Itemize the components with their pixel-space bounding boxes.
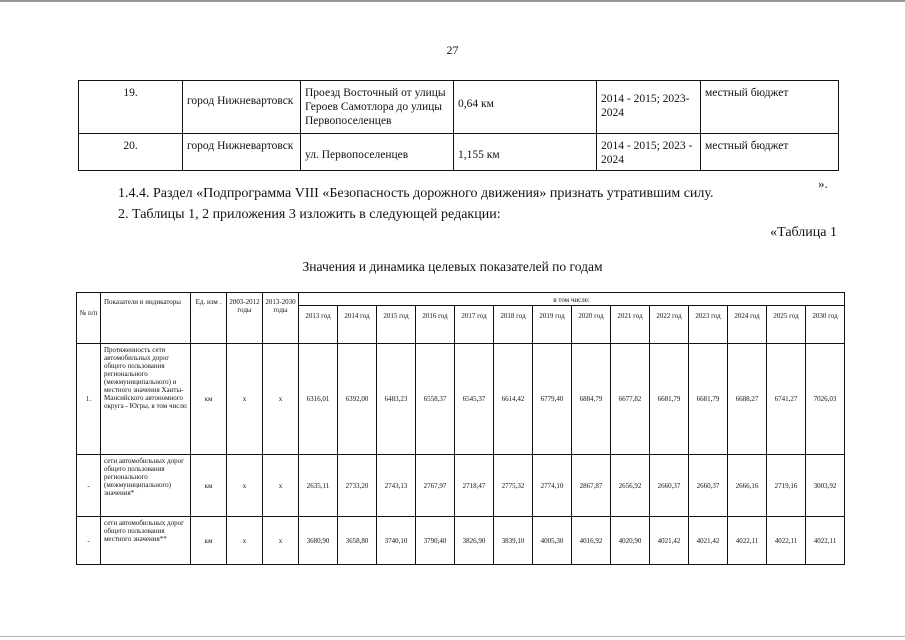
road-street: Проезд Восточный от улицы Героев Самотлора до улицы Первопоселенцев [301,81,454,134]
row-value: 2660,37 [650,455,689,517]
row-value: 6688,27 [728,344,767,455]
page-number: 27 [446,43,459,57]
header-year: 2016 год [416,306,455,344]
row-period-2013-2030: x [263,517,299,565]
row-value: 6681,79 [689,344,728,455]
row-value: 3658,80 [338,517,377,565]
road-years: 2014 - 2015; 2023-2024 [597,81,701,134]
row-value: 6677,82 [611,344,650,455]
row-value: 3003,92 [806,455,845,517]
paragraph-2: 2. Таблицы 1, 2 приложения 3 изложить в следующей редакции: [118,207,501,222]
header-name: Показатели и индикаторы [101,293,191,344]
closing-quote: ». [818,176,828,191]
row-value: 6392,00 [338,344,377,455]
row-value: 2635,11 [299,455,338,517]
row-value: 6558,37 [416,344,455,455]
row-value: 3680,90 [299,517,338,565]
row-value: 4021,42 [689,517,728,565]
row-name: сети автомобильных дорог общего пользования местного значения** [101,517,191,565]
table-title: Значения и динамика целевых показателей по годам [302,259,603,274]
row-value: 4020,90 [611,517,650,565]
row-value: 3839,10 [494,517,533,565]
header-unit: Ед. изм . [191,293,227,344]
row-value: 4016,92 [572,517,611,565]
row-name: Протяженность сети автомобильных дорог общего пользования регионального (межмуниципального) и местного значения Ханты-Мансийского автономного округа - Югры, в том числе: [101,344,191,455]
header-year: 2023 год [689,306,728,344]
table-row [79,134,839,171]
row-value: 6545,37 [455,344,494,455]
road-street: ул. Первопоселенцев [301,134,454,171]
row-value: 6779,40 [533,344,572,455]
header-year: 2017 год [455,306,494,344]
road-years: 2014 - 2015; 2023 - 2024 [597,134,701,171]
row-value: 4022,11 [728,517,767,565]
row-value: 2660,37 [689,455,728,517]
road-num: 20. [79,134,183,171]
road-table [78,80,839,171]
header-year: 2030 год [806,306,845,344]
header-row [77,293,845,306]
row-value: 3740,10 [377,517,416,565]
header-year: 2025 год [767,306,806,344]
header-period-2003-2012: 2003-2012 годы [227,293,263,344]
row-value: 3790,40 [416,517,455,565]
header-year: 2024 год [728,306,767,344]
row-value: 6741,27 [767,344,806,455]
row-unit: км [191,344,227,455]
row-value: 2867,87 [572,455,611,517]
scan-top-edge [0,0,905,2]
row-value: 6884,79 [572,344,611,455]
row-unit: км [191,517,227,565]
row-value: 2774,10 [533,455,572,517]
row-value: 7026,03 [806,344,845,455]
header-year: 2019 год [533,306,572,344]
row-period-2003-2012: x [227,344,263,455]
row-unit: км [191,455,227,517]
table-row [77,517,845,565]
table-row [77,344,845,455]
row-value: 4005,30 [533,517,572,565]
row-value: 2743,13 [377,455,416,517]
paragraph-1: 1.4.4. Раздел «Подпрограмма VIII «Безопасность дорожного движения» признать утратившим силу. [118,186,714,201]
row-period-2013-2030: x [263,455,299,517]
row-value: 2775,32 [494,455,533,517]
row-value: 4021,42 [650,517,689,565]
row-period-2013-2030: x [263,344,299,455]
row-num: - [77,455,101,517]
row-value: 6681,79 [650,344,689,455]
road-city: город Нижневартовск [183,134,301,171]
row-name: сети автомобильных дорог общего пользования регионального (межмуниципального) значения* [101,455,191,517]
row-value: 4022,11 [767,517,806,565]
road-length: 1,155 км [454,134,597,171]
row-value: 6316,01 [299,344,338,455]
row-value: 2718,47 [455,455,494,517]
table-row [79,81,839,134]
header-year: 2015 год [377,306,416,344]
row-value: 2666,16 [728,455,767,517]
row-num: 1. [77,344,101,455]
road-budget: местный бюджет [701,81,839,134]
row-value: 6483,23 [377,344,416,455]
table-row [77,455,845,517]
row-period-2003-2012: x [227,517,263,565]
header-year: 2014 год [338,306,377,344]
table-label: «Таблица 1 [770,225,837,240]
header-including: в том числе: [299,293,845,306]
header-year: 2013 год [299,306,338,344]
header-year: 2020 год [572,306,611,344]
row-value: 2656,92 [611,455,650,517]
row-value: 2733,20 [338,455,377,517]
road-city: город Нижневартовск [183,81,301,134]
indicators-table [76,292,845,565]
header-num: № п/п [77,293,101,344]
row-value: 3826,90 [455,517,494,565]
row-value: 2719,16 [767,455,806,517]
row-value: 6614,42 [494,344,533,455]
row-num: - [77,517,101,565]
header-year: 2021 год [611,306,650,344]
road-budget: местный бюджет [701,134,839,171]
scan-bottom-edge [0,636,905,637]
row-period-2003-2012: x [227,455,263,517]
header-period-2013-2030: 2013-2030 годы [263,293,299,344]
header-year: 2022 год [650,306,689,344]
road-length: 0,64 км [454,81,597,134]
road-num: 19. [79,81,183,134]
row-value: 4022,11 [806,517,845,565]
header-year: 2018 год [494,306,533,344]
row-value: 2767,97 [416,455,455,517]
